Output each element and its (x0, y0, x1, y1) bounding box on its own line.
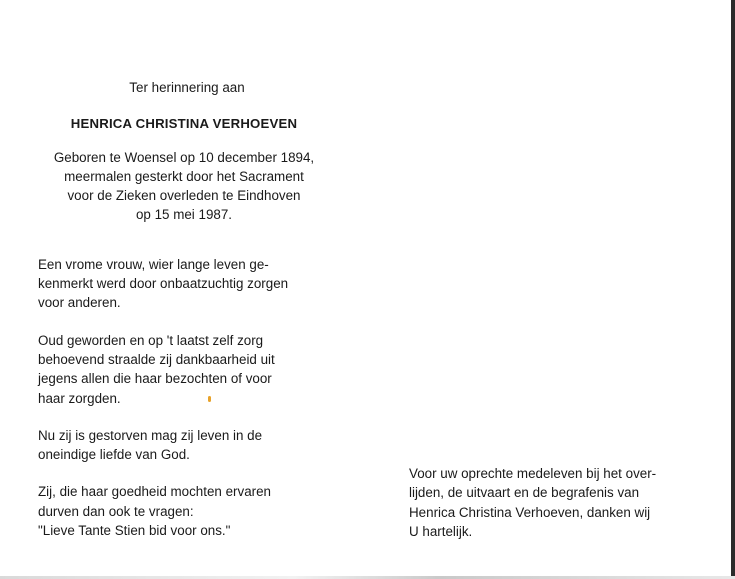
death-date-line: op 15 mei 1987. (135, 207, 233, 223)
paragraph-devout-woman: Een vrome vrouw, wier lange leven ge- kenmerkt werd door onbaatzuchtig zorgen voor anderen. (38, 256, 289, 311)
deceased-name: HENRICA CHRISTINA VERHOEVEN (70, 116, 298, 132)
prayer-request-text: Zij, die haar goedheid mochten ervaren durven dan ook te vragen: (38, 484, 271, 519)
thanks-panel (409, 464, 699, 541)
birth-death-details (38, 148, 330, 225)
birth-line-2: meermalen gesterkt door het Sacrament (64, 168, 304, 184)
birth-line-3: voor de Zieken overleden te Eindhoven (67, 188, 301, 204)
intro-heading: Ter herinnering aan (129, 80, 245, 95)
thanks-text: Voor uw oprechte medeleven bij het over- lijden, de uitvaart en de begrafenis van Henrica Christina Verhoeven, danken wij U hartelijk. (409, 466, 657, 539)
memorial-text-panel (38, 78, 330, 540)
prayer-quote: "Lieve Tante Stien bid voor ons." (38, 523, 231, 539)
card-edge-shadow (731, 0, 735, 579)
paragraph-prayer-request (38, 482, 330, 540)
paragraph-old-age: Oud geworden en op 't laatst zelf zorg behoevend straalde zij dankbaarheid uit jegens allen die haar bezochten of voor haar zorgden. (38, 332, 275, 406)
birth-line-1: Geboren te Woensel op 10 december 1894, (53, 149, 315, 165)
ink-spot (208, 396, 211, 402)
paragraph-gods-love: Nu zij is gestorven mag zij leven in de oneindige liefde van God. (38, 427, 263, 463)
